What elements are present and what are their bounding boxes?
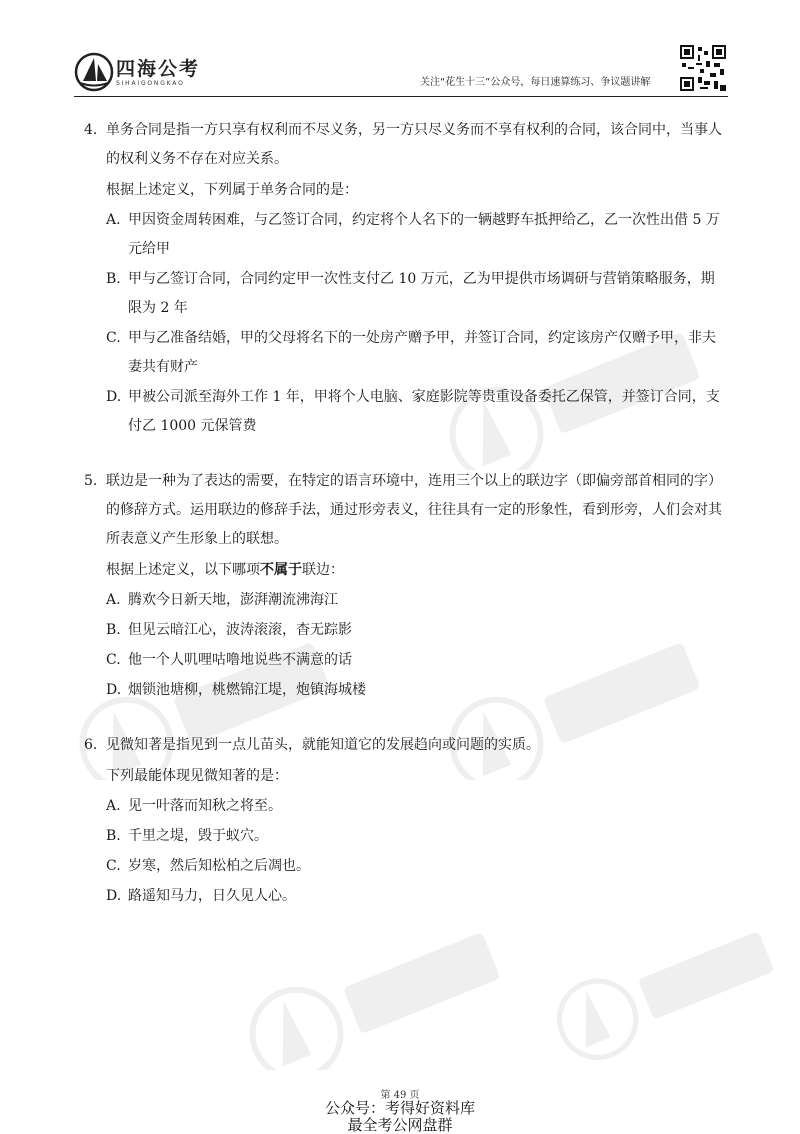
prompt-text: 根据上述定义，以下哪项 bbox=[106, 562, 260, 578]
prompt-text: 联边： bbox=[302, 562, 344, 578]
question-number: 6. bbox=[84, 737, 98, 753]
option-a bbox=[84, 586, 724, 615]
option-text: 他一个人叽哩咕噜地说些不满意的话 bbox=[128, 652, 352, 668]
option-d bbox=[84, 383, 724, 441]
question-5 bbox=[84, 467, 724, 705]
option-b bbox=[84, 616, 724, 645]
header-tagline: 关注“花生十三”公众号，每日速算练习、争议题讲解 bbox=[420, 77, 651, 88]
option-d bbox=[84, 676, 724, 705]
question-stem-text: 见微知著是指见到一点儿苗头，就能知道它的发展趋向或问题的实质。 bbox=[106, 737, 540, 753]
question-prompt bbox=[106, 556, 724, 585]
option-text: 路遥知马力，日久见人心。 bbox=[128, 888, 296, 904]
page-header bbox=[0, 0, 800, 110]
option-a bbox=[84, 206, 724, 264]
option-text: 腾欢今日新天地，澎湃潮流沸海江 bbox=[128, 592, 338, 608]
option-label: D. bbox=[106, 389, 122, 405]
brand-name: 四海公考 bbox=[116, 58, 201, 80]
option-text: 但见云暗江心，波涛滚滚，杳无踪影 bbox=[128, 622, 352, 638]
footer-note bbox=[0, 1100, 800, 1134]
question-stem-text: 联边是一种为了表达的需要，在特定的语言环境中，连用三个以上的联边字（即偏旁部首相同的字）的修辞方式。运用联边的修辞手法，通过形旁表义，往往具有一定的形象性，看到形旁，人们会对其所表意义产生形象上的联想。 bbox=[106, 473, 722, 547]
question-prompt: 根据上述定义，下列属于单务合同的是： bbox=[106, 182, 358, 198]
header-divider bbox=[74, 96, 728, 97]
option-text: 烟锁池塘柳，桃燃锦江堤，炮镇海城楼 bbox=[128, 682, 366, 698]
option-text: 甲因资金周转困难，与乙签订合同，约定将个人名下的一辆越野车抵押给乙，乙一次性出借 5 万元给甲 bbox=[128, 212, 720, 257]
option-text: 岁寒，然后知松柏之后凋也。 bbox=[128, 858, 310, 874]
footer-note-line: 最全考公网盘群 bbox=[347, 1116, 453, 1134]
qr-code-icon bbox=[680, 45, 726, 91]
brand-pinyin: SIHAIGONGKAO bbox=[116, 80, 185, 87]
option-label: B. bbox=[106, 828, 121, 844]
question-stem bbox=[84, 116, 724, 174]
option-label: A. bbox=[106, 212, 121, 228]
option-label: B. bbox=[106, 622, 121, 638]
question-6 bbox=[84, 731, 724, 911]
option-label: C. bbox=[106, 330, 121, 346]
question-prompt: 下列最能体现见微知著的是： bbox=[106, 768, 288, 784]
option-label: D. bbox=[106, 888, 122, 904]
option-label: A. bbox=[106, 592, 121, 608]
option-text: 甲与乙签订合同，合同约定甲一次性支付乙 10 万元，乙为甲提供市场调研与营销策略服务，期限为 2 年 bbox=[128, 271, 715, 316]
option-text: 千里之堤，毁于蚁穴。 bbox=[128, 828, 268, 844]
option-text: 见一叶落而知秋之将至。 bbox=[128, 798, 282, 814]
question-number: 4. bbox=[84, 122, 98, 138]
option-b bbox=[84, 265, 724, 323]
option-label: D. bbox=[106, 682, 122, 698]
option-d bbox=[84, 882, 724, 911]
question-stem bbox=[84, 467, 724, 554]
question-list bbox=[84, 110, 724, 911]
option-label: C. bbox=[106, 652, 121, 668]
option-label: C. bbox=[106, 858, 121, 874]
option-c bbox=[84, 324, 724, 382]
question-stem-text: 单务合同是指一方只享有权利而不尽义务，另一方只尽义务而不享有权利的合同，该合同中，当事人的权利义务不存在对应关系。 bbox=[106, 122, 722, 167]
option-a bbox=[84, 792, 724, 821]
prompt-emphasis: 不属于 bbox=[260, 562, 302, 578]
option-text: 甲被公司派至海外工作 1 年，甲将个人电脑、家庭影院等贵重设备委托乙保管，并签订合同，支付乙 1000 元保管费 bbox=[128, 389, 720, 434]
option-c bbox=[84, 852, 724, 881]
question-stem bbox=[84, 731, 724, 760]
page-number: 第 49 页 bbox=[380, 1090, 420, 1101]
question-number: 5. bbox=[84, 473, 98, 489]
option-label: B. bbox=[106, 271, 121, 287]
option-label: A. bbox=[106, 798, 121, 814]
watermark-logo bbox=[540, 920, 800, 1060]
footer-note-line: 公众号：考得好资料库 bbox=[324, 1099, 475, 1117]
watermark-logo bbox=[230, 930, 530, 1070]
option-text: 甲与乙准备结婚，甲的父母将名下的一处房产赠予甲，并签订合同，约定该房产仅赠予甲，非夫妻共有财产 bbox=[128, 330, 716, 375]
option-c bbox=[84, 646, 724, 675]
option-b bbox=[84, 822, 724, 851]
question-4 bbox=[84, 116, 724, 441]
